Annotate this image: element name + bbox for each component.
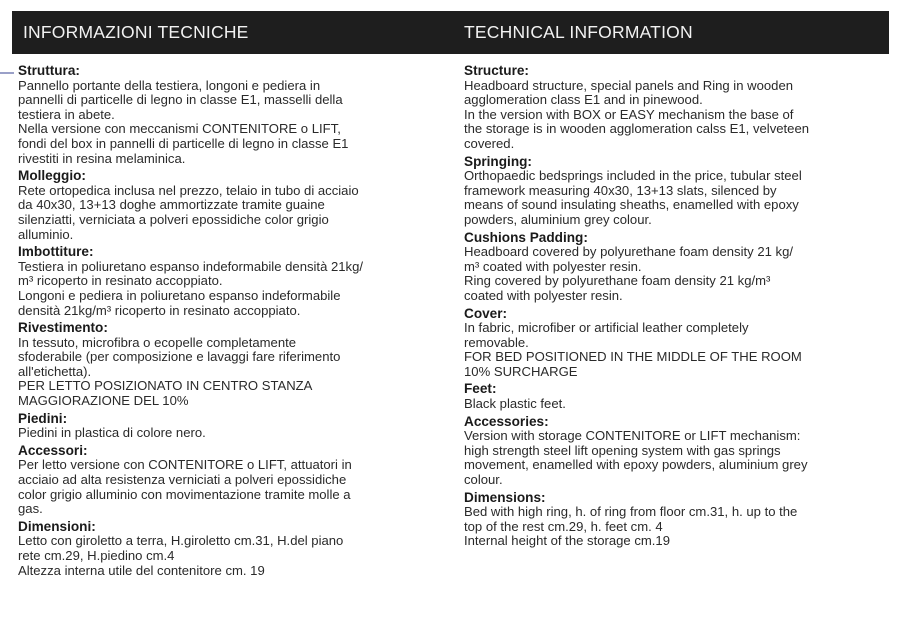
italian-section: [18, 520, 448, 578]
section-text-line: silenziatti, verniciata a polveri epossidiche color grigio: [18, 211, 329, 227]
section-text-line: m³ coated with polyester resin.: [464, 258, 642, 274]
section-text-line: Altezza interna utile del contenitore cm. 19: [18, 562, 265, 578]
section-text-line: m³ ricoperto in resinato accoppiato.: [18, 273, 223, 289]
section-text-line: In fabric, microfiber or artificial leather completely: [464, 320, 749, 336]
section-title: Imbottiture:: [18, 244, 94, 260]
section-text-line: Rete ortopedica inclusa nel prezzo, telaio in tubo di acciaio: [18, 182, 359, 198]
section-text-line: pannelli di particelle di legno in classe E1, masselli della: [18, 92, 343, 108]
section-text-line: the storage is in wooden agglomeration calss E1, velveteen: [464, 121, 810, 137]
section-text-line: Per letto versione con CONTENITORE o LIFT, attuatori in: [18, 457, 352, 473]
italian-section: [18, 321, 448, 409]
section-text-line: Piedini in plastica di colore nero.: [18, 425, 206, 441]
header-bar: [12, 11, 889, 54]
section-text-line: all'etichetta).: [18, 363, 92, 379]
section-text-line: rivestiti in resina melaminica.: [18, 150, 186, 166]
section-text-line: means of sound insulating sheaths, enamelled with epoxy: [464, 197, 799, 213]
section-title: Structure:: [464, 63, 529, 78]
section-text-line: coated with polyester resin.: [464, 287, 623, 303]
italian-section: [18, 169, 448, 242]
italian-section: [18, 245, 448, 318]
section-text-line: high strength steel lift opening system with gas springs: [464, 442, 781, 458]
italian-column: [18, 64, 448, 581]
section-text-line: Longoni e pediera in poliuretano espanso indeformabile: [18, 287, 341, 303]
section-title: Piedini:: [18, 410, 68, 426]
italian-section: [18, 412, 448, 441]
section-text-line: Headboard covered by polyurethane foam density 21 kg/: [464, 244, 794, 260]
section-title: Dimensions:: [464, 489, 546, 505]
section-text-line: In tessuto, microfibra o ecopelle completamente: [18, 334, 297, 350]
section-text-line: covered.: [464, 135, 515, 151]
english-column: [464, 64, 904, 552]
section-text-line: powders, aluminium grey colour.: [464, 211, 652, 227]
section-text-line: movement, enamelled with epoxy powders, aluminium grey: [464, 457, 808, 473]
section-text-line: Pannello portante della testiera, longoni e pediera in: [18, 77, 321, 93]
section-title: Cushions Padding:: [464, 229, 588, 245]
section-text-line: colour.: [464, 472, 503, 488]
section-text-line: top of the rest cm.29, h. feet cm. 4: [464, 518, 663, 534]
section-text-line: FOR BED POSITIONED IN THE MIDDLE OF THE ROOM: [464, 349, 802, 365]
section-text-line: Black plastic feet.: [464, 396, 566, 412]
italian-section: [18, 64, 448, 166]
section-text-line: Letto con giroletto a terra, H.giroletto cm.31, H.del piano: [18, 533, 344, 549]
italian-section: [18, 444, 448, 517]
section-text-line: PER LETTO POSIZIONATO IN CENTRO STANZA: [18, 378, 313, 394]
section-text-line: densità 21kg/m³ ricoperto in resinato accoppiato.: [18, 302, 301, 318]
section-text-line: agglomeration class E1 and in pinewood.: [464, 92, 703, 108]
section-text-line: framework measuring 40x30, 13+13 slats, silenced by: [464, 182, 777, 198]
english-section: [464, 307, 904, 380]
english-title: TECHNICAL INFORMATION: [464, 22, 693, 42]
section-text-line: In the version with BOX or EASY mechanism the base of: [464, 106, 794, 122]
section-text-line: sfoderabile (per composizione e lavaggi fare riferimento: [18, 349, 341, 365]
section-text-line: 10% SURCHARGE: [464, 363, 578, 379]
section-text-line: acciaio ad alta resistenza verniciati a polveri epossidiche: [18, 472, 347, 488]
section-text-line: Ring covered by polyurethane foam density 21 kg/m³: [464, 273, 771, 289]
section-text-line: rete cm.29, H.piedino cm.4: [18, 548, 175, 563]
italian-title: INFORMAZIONI TECNICHE: [23, 22, 249, 42]
section-title: Springing:: [464, 153, 532, 169]
section-text-line: Headboard structure, special panels and Ring in wooden: [464, 77, 794, 93]
section-text-line: Internal height of the storage cm.19: [464, 533, 670, 549]
margin-dash: [0, 72, 14, 74]
section-title: Feet:: [464, 381, 497, 397]
section-text-line: fondi del box in pannelli di particelle di legno in classe E1: [18, 135, 349, 151]
english-section: [464, 155, 904, 228]
section-text-line: Orthopaedic bedsprings included in the price, tubular steel: [464, 168, 802, 184]
section-text-line: Bed with high ring, h. of ring from floor cm.31, h. up to the: [464, 504, 798, 520]
section-title: Dimensioni:: [18, 518, 96, 534]
section-text-line: alluminio.: [18, 226, 74, 242]
section-text-line: removable.: [464, 334, 529, 350]
section-text-line: MAGGIORAZIONE DEL 10%: [18, 393, 189, 409]
section-text-line: Testiera in poliuretano espanso indeformabile densità 21kg/: [18, 258, 364, 274]
section-text-line: Nella versione con meccanismi CONTENITORE o LIFT,: [18, 121, 341, 137]
section-title: Rivestimento:: [18, 320, 108, 336]
english-section: [464, 491, 904, 549]
section-text-line: Version with storage CONTENITORE or LIFT mechanism:: [464, 428, 801, 444]
section-text-line: gas.: [18, 501, 43, 517]
section-title: Molleggio:: [18, 168, 86, 184]
english-section: [464, 415, 904, 488]
english-section: [464, 382, 904, 411]
section-title: Struttura:: [18, 63, 80, 78]
section-text-line: testiera in abete.: [18, 106, 115, 122]
section-title: Accessori:: [18, 442, 88, 458]
english-section: [464, 231, 904, 304]
section-text-line: da 40x30, 13+13 doghe ammortizzate tramite guaine: [18, 197, 325, 213]
section-title: Accessories:: [464, 413, 549, 429]
english-section: [464, 64, 904, 152]
section-title: Cover:: [464, 305, 508, 321]
section-text-line: color grigio alluminio con movimentazione tramite molle a: [18, 486, 351, 502]
